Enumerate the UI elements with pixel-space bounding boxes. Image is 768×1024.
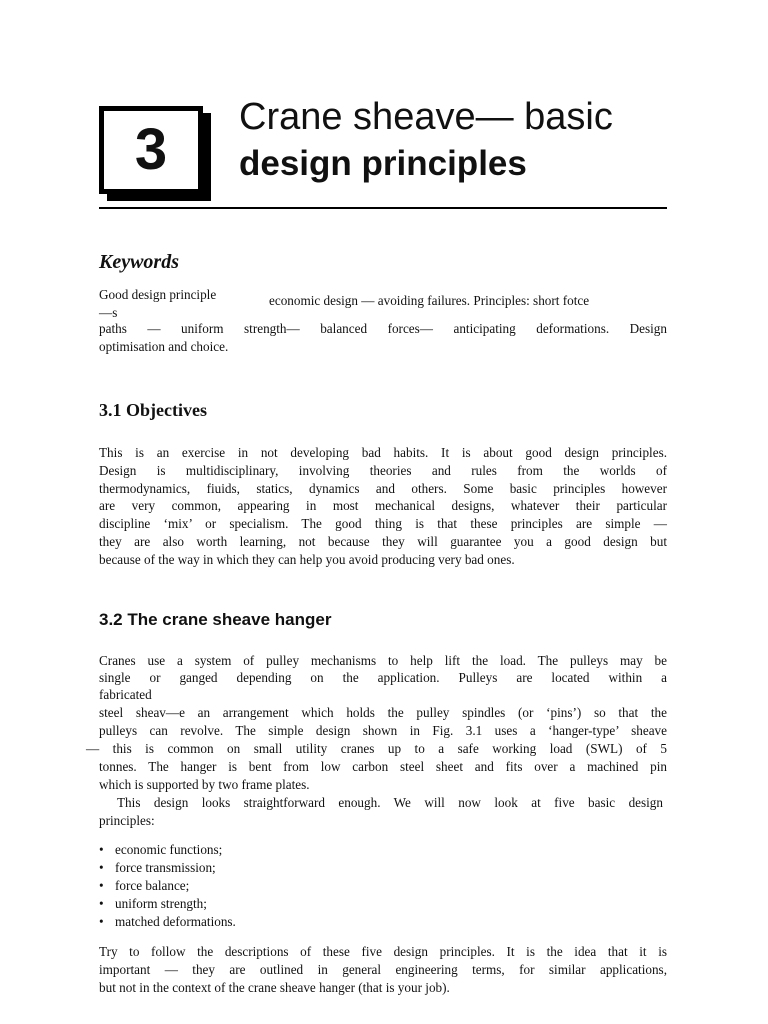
chapter-number-box — [99, 106, 203, 194]
keywords-line: —s — [99, 305, 118, 320]
keywords-line: economic design — avoiding failures. Principles: short fotce — [269, 293, 590, 308]
paragraph-line: discipline ‘mix’ or specialism. The good thing is that these principles are simple — — [99, 516, 667, 531]
paragraph-line: tonnes. The hanger is bent from low carbon steel sheet and fits over a machined pin — [99, 759, 667, 774]
header-rule — [99, 207, 667, 209]
design-principles-list — [99, 841, 399, 931]
paragraph-line: thermodynamics, fiuids, statics, dynamics and others. Some basic principles however — [99, 481, 667, 496]
bullet-icon: • — [99, 878, 104, 893]
list-item: • force transmission; — [99, 860, 216, 875]
paragraph-line: Try to follow the descriptions of these five design principles. It is the idea that it is — [99, 944, 667, 959]
paragraph-line: because of the way in which they can help you avoid producing very bad ones. — [99, 552, 515, 567]
paragraph-line: pulleys can revolve. The simple design shown in Fig. 3.1 uses a ‘hanger-type’ sheave — [99, 723, 667, 738]
bullet-icon: • — [99, 914, 104, 929]
bullet-icon: • — [99, 896, 104, 911]
paragraph-line: steel sheav—e an arrangement which holds the pulley spindles (or ‘pins’) so that the — [99, 705, 667, 720]
chapter-title-line-2: design principles — [239, 144, 527, 183]
paragraph-line: single or ganged depending on the application. Pulleys are located within a — [99, 670, 667, 685]
list-item: • uniform strength; — [99, 896, 207, 911]
list-item: • matched deformations. — [99, 914, 236, 929]
paragraph-line: Cranes use a system of pulley mechanisms to help lift the load. The pulleys may be — [99, 653, 667, 668]
keywords-heading: Keywords — [99, 251, 179, 273]
keywords-line: optimisation and choice. — [99, 339, 229, 354]
paragraph-line: This is an exercise in not developing bad habits. It is about good design principles. — [99, 445, 667, 460]
paragraph-line: they are also worth learning, not because they will guarantee you a good design but — [99, 534, 667, 549]
keywords-line: paths — uniform strength— balanced forces— anticipating deformations. Design — [99, 321, 667, 336]
paragraph-line: important — they are outlined in general engineering terms, for similar applications, — [99, 962, 667, 977]
paragraph-line: principles: — [99, 813, 155, 828]
paragraph-line: Design is multidisciplinary, involving theories and rules from the worlds of — [99, 463, 667, 478]
paragraph-line: fabricated — [99, 687, 152, 702]
section-heading-crane-sheave-hanger: 3.2 The crane sheave hanger — [99, 610, 332, 629]
chapter-title-line-1: Crane sheave— basic — [239, 96, 613, 138]
paragraph-line: This design looks straightforward enough. We will now look at five basic design — [117, 795, 663, 810]
chapter-number: 3 — [134, 117, 168, 182]
paragraph-line: are very common, appearing in most mechanical designs, whatever their particular — [99, 498, 667, 513]
section-heading-objectives: 3.1 Objectives — [99, 400, 207, 420]
paragraph-line: — this is common on small utility cranes up to a safe working load (SWL) of 5 — [86, 741, 667, 756]
paragraph-line: which is supported by two frame plates. — [99, 777, 310, 792]
bullet-icon: • — [99, 842, 104, 857]
list-item: • force balance; — [99, 878, 190, 893]
keywords-line: Good design principle — [99, 287, 217, 302]
paragraph-line: but not in the context of the crane sheave hanger (that is your job). — [99, 980, 450, 995]
list-item: • economic functions; — [99, 842, 223, 857]
bullet-icon: • — [99, 860, 104, 875]
